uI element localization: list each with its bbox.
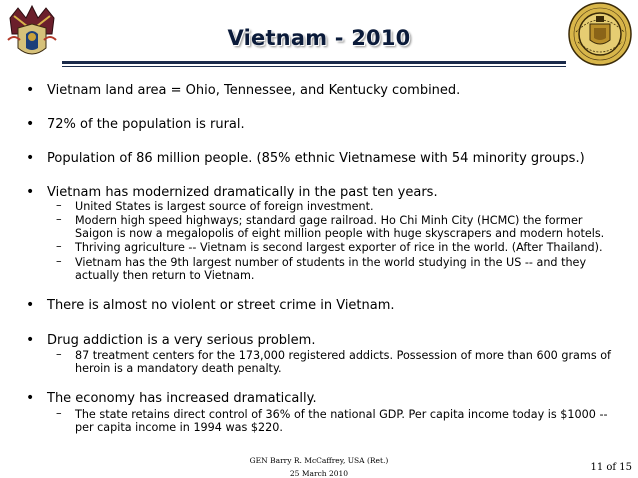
- page-number: 11 of 15: [590, 462, 632, 473]
- footer-date: 25 March 2010: [289, 469, 349, 478]
- sub-bullet-dash: –: [56, 255, 62, 268]
- bullet-text: Vietnam has modernized dramatically in the past ten years.: [47, 185, 438, 200]
- title-rule-thin: [62, 66, 566, 67]
- sub-bullet-dash: –: [56, 213, 62, 226]
- bullet-dot: •: [26, 390, 35, 406]
- bullet-text: The economy has increased dramatically.: [47, 391, 317, 406]
- sub-bullet-text: 87 treatment centers for the 173,000 registered addicts. Possession of more than 600 grams of heroin is a mandatory death penalty.: [75, 349, 611, 375]
- footer-author: GEN Barry R. McCaffrey, USA (Ret.): [249, 456, 389, 465]
- bullet-dot: •: [26, 297, 35, 313]
- sub-bullet-dash: –: [56, 348, 62, 361]
- sub-bullet-text: Thriving agriculture -- Vietnam is second largest exporter of rice in the world. (After Thailand).: [75, 241, 603, 254]
- bullet-dot: •: [26, 184, 35, 200]
- sub-bullet-dash: –: [56, 199, 62, 212]
- bullet-text: 72% of the population is rural.: [47, 117, 245, 132]
- sub-bullet-dash: –: [56, 240, 62, 253]
- bullet-dot: •: [26, 82, 35, 98]
- bullet-text: Drug addiction is a very serious problem.: [47, 333, 316, 348]
- sub-bullet-text: Modern high speed highways; standard gage railroad. Ho Chi Minh City (HCMC) the former Saigon is now a megalopolis of eight million people with huge skyscrapers and modern hotels.: [75, 214, 605, 240]
- title-rule: [62, 61, 566, 64]
- bullet-text: Population of 86 million people. (85% ethnic Vietnamese with 54 minority groups.): [47, 151, 585, 166]
- department-seal-icon: [566, 2, 634, 66]
- sub-bullet-dash: –: [56, 407, 62, 420]
- bullet-text: Vietnam land area = Ohio, Tennessee, and Kentucky combined.: [47, 83, 461, 98]
- sub-bullet-text: Vietnam has the 9th largest number of students in the world studying in the US -- and they actually then return to Vietnam.: [75, 256, 587, 282]
- bullet-dot: •: [26, 150, 35, 166]
- bullet-text: There is almost no violent or street crime in Vietnam.: [47, 298, 395, 313]
- bullet-dot: •: [26, 116, 35, 132]
- bullet-dot: •: [26, 332, 35, 348]
- slide-title: Vietnam - 2010: [227, 26, 411, 50]
- sub-bullet-text: The state retains direct control of 36% of the national GDP. Per capita income today is $1000 -- per capita income in 1994 was $220.: [75, 408, 608, 434]
- sub-bullet-text: United States is largest source of foreign investment.: [75, 200, 374, 213]
